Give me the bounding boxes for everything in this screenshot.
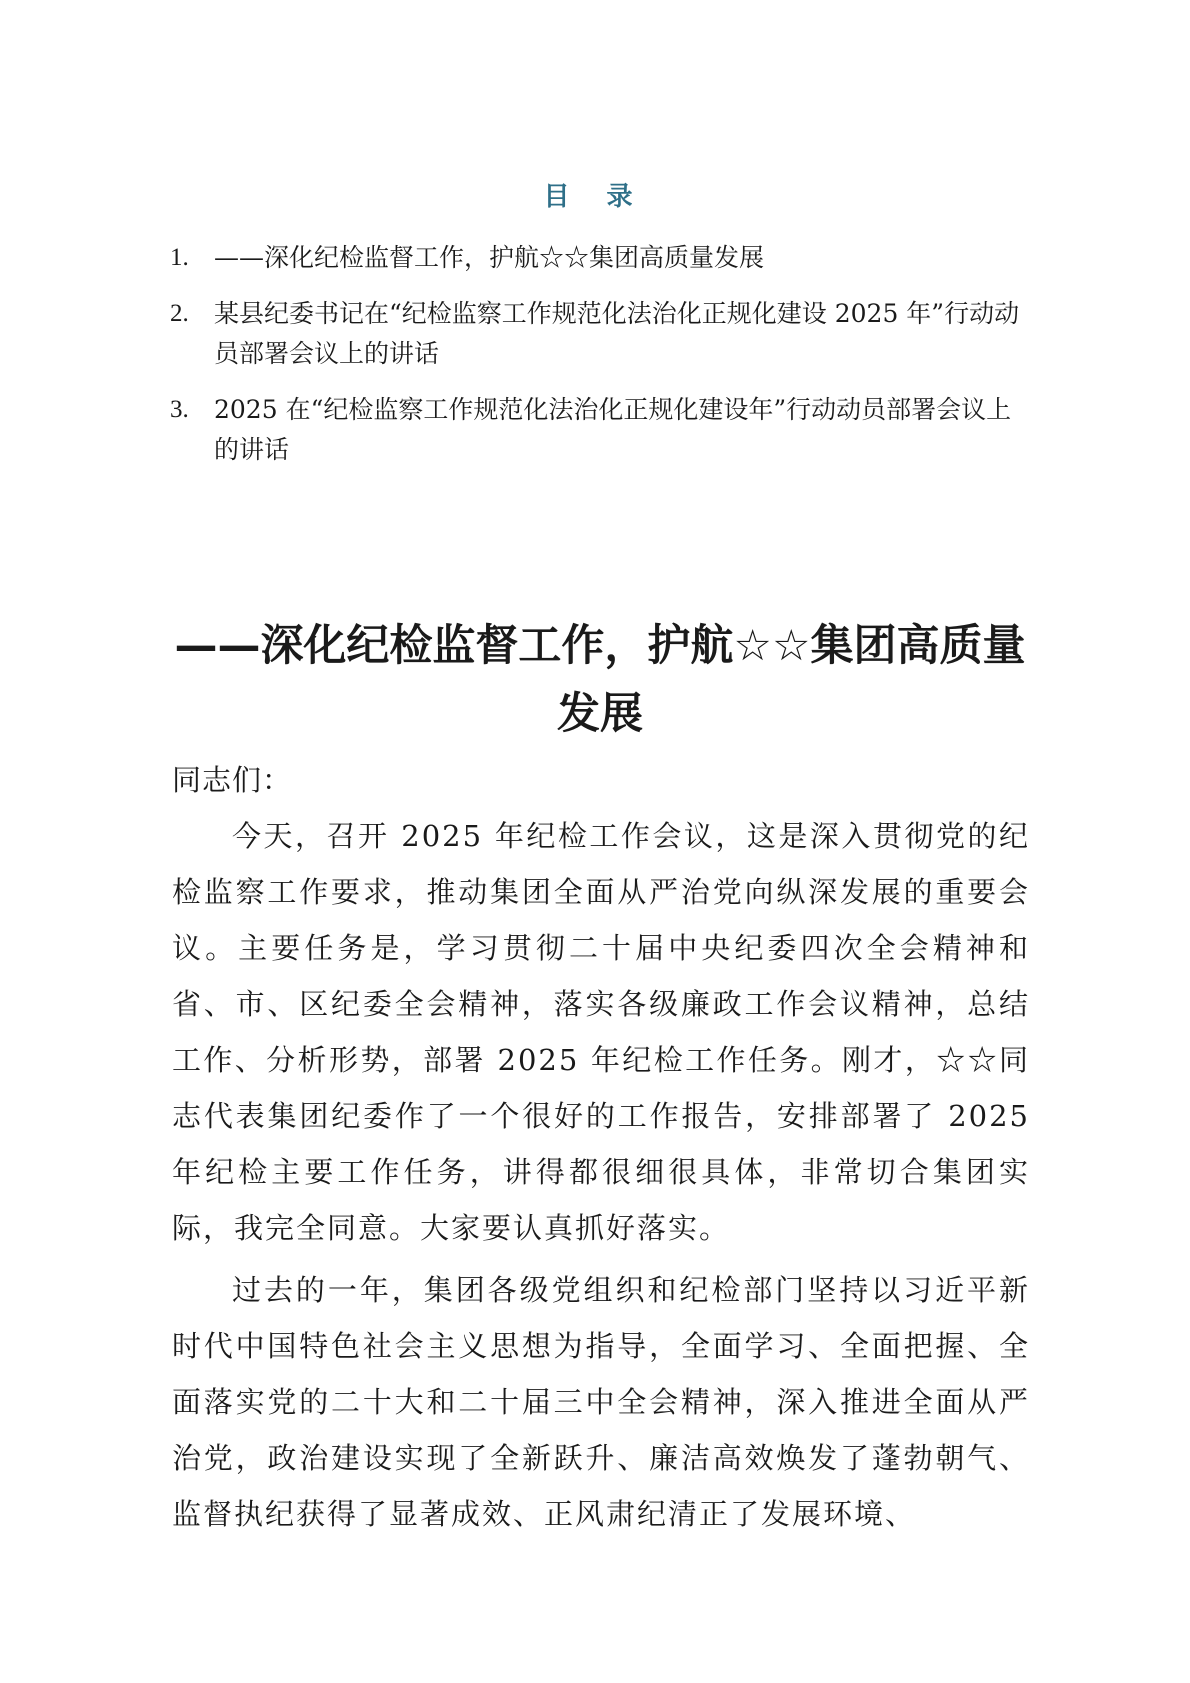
body-paragraph: 今天，召开 2025 年纪检工作会议，这是深入贯彻党的纪检监察工作要求，推动集团全面从严治党向纵深发展的重要会议。主要任务是，学习贯彻二十届中央纪委四次全会精神和省、市、区纪委全会精神，落实各级廉政工作会议精神，总结工作、分析形势，部署 2025 年纪检工作任务。刚才，☆☆同志代表集团纪委作了一个很好的工作报告，安排部署了 2025 年纪检主要工作任务，讲得都很细很具体，非常切合集团实际，我完全同意。大家要认真抓好落实。 [172,819,1030,1245]
toc-item[interactable] [170,390,1030,470]
toc-item-text: ——深化纪检监督工作，护航☆☆集团高质量发展 [214,243,765,272]
table-of-contents [170,238,1030,486]
article-body [172,752,1030,1542]
toc-item-number: 3. [170,396,189,423]
toc-item-number: 2. [170,300,189,327]
toc-heading: 目 录 [543,182,647,212]
article-title: ——深化纪检监督工作，护航☆☆集团高质量发展 [174,621,1026,739]
toc-item-text: 某县纪委书记在“纪检监察工作规范化法治化正规化建设 2025 年”行动动员部署会议上的讲话 [214,299,1020,368]
salutation: 同志们： [172,763,293,797]
toc-item[interactable] [170,238,1030,278]
toc-item-text: 2025 在“纪检监察工作规范化法治化正规化建设年”行动动员部署会议上的讲话 [214,395,1012,464]
toc-item[interactable] [170,294,1030,374]
body-paragraph: 过去的一年，集团各级党组织和纪检部门坚持以习近平新时代中国特色社会主义思想为指导，全面学习、全面把握、全面落实党的二十大和二十届三中全会精神，深入推进全面从严治党，政治建设实现了全新跃升、廉洁高效焕发了蓬勃朝气、监督执纪获得了显著成效、正风肃纪清正了发展环境、 [172,1273,1030,1531]
toc-item-number: 1. [170,244,189,271]
